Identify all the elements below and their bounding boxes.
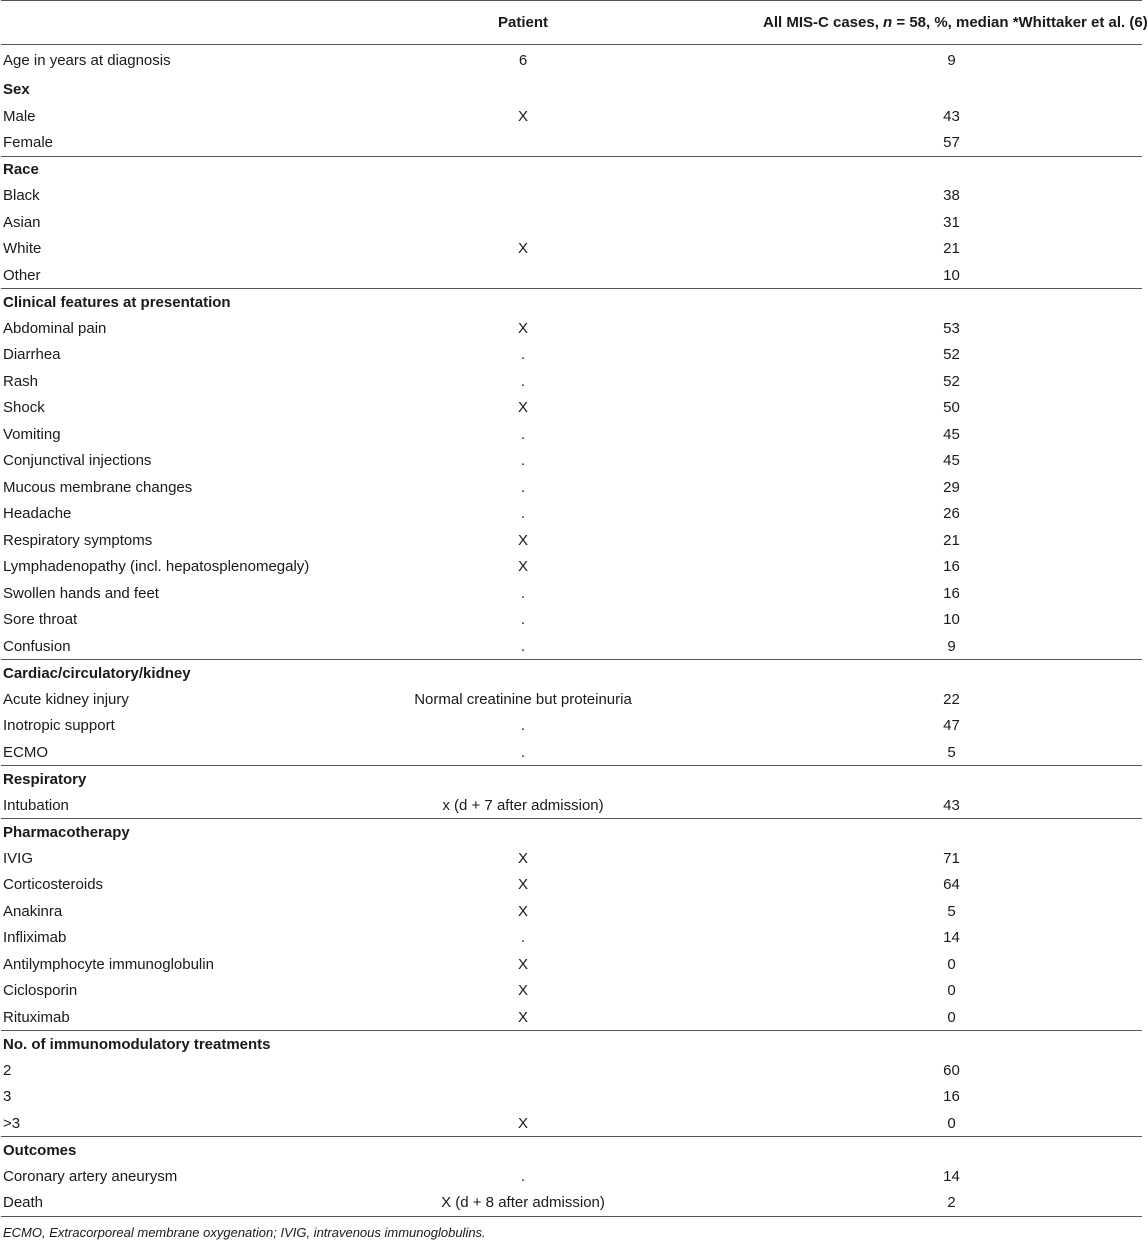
row-patient-value: . xyxy=(520,584,526,602)
row-cohort-value: 9 xyxy=(947,52,956,70)
table-row xyxy=(1,845,1142,872)
table-row xyxy=(1,342,1142,369)
row-patient-value xyxy=(313,77,733,104)
table-row xyxy=(1,474,1142,501)
header-label-column xyxy=(1,1,313,45)
row-cohort-value: 43 xyxy=(943,107,960,125)
row-patient-value: . xyxy=(520,1167,526,1185)
table-row xyxy=(1,501,1142,528)
row-patient-value: X xyxy=(517,107,528,125)
row-patient-value xyxy=(313,130,733,157)
row-label: Corticosteroids xyxy=(3,876,104,894)
row-patient-value: X xyxy=(517,876,528,894)
row-patient-value: X xyxy=(517,849,528,867)
row-patient-value xyxy=(313,289,733,316)
row-cohort-value xyxy=(733,77,1142,104)
row-cohort-value xyxy=(733,1137,1142,1164)
row-patient-value: x (d + 7 after admission) xyxy=(442,796,604,814)
row-label: Black xyxy=(3,187,40,205)
row-cohort-value: 47 xyxy=(943,717,960,735)
table-row xyxy=(1,633,1142,660)
row-label: Headache xyxy=(3,505,72,523)
row-label: Abdominal pain xyxy=(3,319,107,337)
row-cohort-value: 26 xyxy=(943,505,960,523)
table-row xyxy=(1,554,1142,581)
section-label: Cardiac/circulatory/kidney xyxy=(1,660,313,687)
table-row xyxy=(1,1190,1142,1217)
row-patient-value: . xyxy=(520,637,526,655)
row-patient-value xyxy=(313,660,733,687)
row-cohort-value: 31 xyxy=(943,213,960,231)
row-patient-value: . xyxy=(520,743,526,761)
section-row xyxy=(1,156,1142,183)
row-patient-value: 6 xyxy=(518,52,528,70)
row-cohort-value: 16 xyxy=(943,584,960,602)
row-cohort-value xyxy=(733,1031,1142,1058)
row-patient-value: . xyxy=(520,717,526,735)
section-row xyxy=(1,1137,1142,1164)
row-cohort-value: 52 xyxy=(943,372,960,390)
section-label: Outcomes xyxy=(1,1137,313,1164)
section-row xyxy=(1,77,1142,104)
row-patient-value xyxy=(313,209,733,236)
header-row xyxy=(1,1,1142,45)
row-label: Lymphadenopathy (incl. hepatosplenomegaly) xyxy=(3,558,310,576)
table-row xyxy=(1,448,1142,475)
table-row xyxy=(1,898,1142,925)
row-cohort-value: 2 xyxy=(733,1190,1142,1217)
row-patient-value: X (d + 8 after admission) xyxy=(313,1190,733,1217)
table-row xyxy=(1,951,1142,978)
row-cohort-value: 0 xyxy=(947,1008,956,1026)
row-label: Age in years at diagnosis xyxy=(3,52,171,70)
row-cohort-value: 22 xyxy=(943,690,960,708)
table-row xyxy=(1,607,1142,634)
row-patient-value: Normal creatinine but proteinuria xyxy=(414,690,632,708)
table-row xyxy=(1,395,1142,422)
table-row xyxy=(1,713,1142,740)
row-label: 2 xyxy=(3,1061,12,1079)
row-patient-value: . xyxy=(520,346,526,364)
section-label: Respiratory xyxy=(1,766,313,793)
row-cohort-value xyxy=(733,819,1142,846)
row-cohort-value: 21 xyxy=(943,531,960,549)
row-label: Asian xyxy=(3,213,41,231)
row-patient-value: X xyxy=(517,240,528,258)
row-label: 3 xyxy=(3,1088,12,1106)
header-col3-n: n xyxy=(883,14,893,31)
citation-link[interactable]: 6 xyxy=(1134,14,1143,31)
row-label: Ciclosporin xyxy=(3,982,78,1000)
row-patient-value: . xyxy=(520,452,526,470)
table-row xyxy=(1,739,1142,766)
header-col3-close: ) xyxy=(1142,14,1148,31)
row-patient-value xyxy=(313,262,733,289)
table-row xyxy=(1,209,1142,236)
header-all-misc-cases xyxy=(733,1,1148,45)
table-row xyxy=(1,1163,1142,1190)
row-label: Male xyxy=(3,107,36,125)
table-row xyxy=(1,925,1142,952)
table-row xyxy=(1,1057,1142,1084)
row-patient-value xyxy=(313,1031,733,1058)
row-cohort-value xyxy=(733,289,1142,316)
section-row xyxy=(1,819,1142,846)
row-label: Inotropic support xyxy=(3,717,115,735)
row-label: Anakinra xyxy=(3,902,63,920)
row-patient-value: X xyxy=(517,1008,528,1026)
row-label: Other xyxy=(3,266,41,284)
table-row xyxy=(1,236,1142,263)
table-row xyxy=(1,1084,1142,1111)
row-label: Mucous membrane changes xyxy=(3,478,193,496)
row-cohort-value: 0 xyxy=(947,1114,956,1132)
row-label: Shock xyxy=(3,399,45,417)
row-cohort-value: 57 xyxy=(943,134,960,151)
row-patient-value xyxy=(313,156,733,183)
results-table xyxy=(1,0,1148,1217)
row-label: Death xyxy=(1,1190,313,1217)
row-label: Conjunctival injections xyxy=(3,452,152,470)
table-body xyxy=(1,45,1142,1217)
row-cohort-value: 0 xyxy=(947,955,956,973)
section-label: Sex xyxy=(3,81,30,99)
row-cohort-value: 16 xyxy=(943,558,960,576)
section-label: Pharmacotherapy xyxy=(1,819,313,846)
table-row xyxy=(1,1004,1142,1031)
table-row xyxy=(1,421,1142,448)
row-cohort-value: 0 xyxy=(947,982,956,1000)
row-cohort-value: 21 xyxy=(943,240,960,258)
section-label: No. of immunomodulatory treatments xyxy=(1,1031,313,1058)
row-cohort-value: 9 xyxy=(947,637,956,655)
row-patient-value: . xyxy=(520,425,526,443)
section-row xyxy=(1,766,1142,793)
row-cohort-value: 45 xyxy=(943,452,960,470)
row-cohort-value: 50 xyxy=(943,399,960,417)
row-cohort-value xyxy=(733,156,1142,183)
row-label: Acute kidney injury xyxy=(3,690,129,708)
row-patient-value xyxy=(313,1137,733,1164)
row-patient-value: . xyxy=(520,505,526,523)
row-cohort-value: 43 xyxy=(943,796,960,814)
row-label: Coronary artery aneurysm xyxy=(3,1167,178,1185)
row-label: Antilymphocyte immunoglobulin xyxy=(3,955,214,973)
table-row xyxy=(1,978,1142,1005)
row-patient-value: . xyxy=(520,372,526,390)
row-label: White xyxy=(3,240,42,258)
row-patient-value xyxy=(313,766,733,793)
table-row xyxy=(1,580,1142,607)
row-patient-value: X xyxy=(517,319,528,337)
row-cohort-value: 71 xyxy=(943,849,960,867)
row-cohort-value: 53 xyxy=(943,319,960,337)
table-row xyxy=(1,103,1142,130)
table-row xyxy=(1,183,1142,210)
row-patient-value xyxy=(313,1057,733,1084)
row-label: Female xyxy=(3,134,54,151)
row-cohort-value: 14 xyxy=(943,1167,960,1185)
row-label: Swollen hands and feet xyxy=(3,584,159,602)
row-cohort-value: 45 xyxy=(943,425,960,443)
row-patient-value: X xyxy=(517,955,528,973)
table-row xyxy=(1,792,1142,819)
row-cohort-value: 5 xyxy=(947,743,956,761)
row-patient-value xyxy=(313,1084,733,1111)
table-header xyxy=(1,1,1148,45)
table-row xyxy=(1,1110,1142,1137)
row-cohort-value: 16 xyxy=(943,1088,960,1106)
row-label: Respiratory symptoms xyxy=(3,531,153,549)
row-label: Rash xyxy=(3,372,39,390)
row-cohort-value: 52 xyxy=(943,346,960,364)
row-patient-value: X xyxy=(517,399,528,417)
row-patient-value: . xyxy=(520,611,526,629)
row-patient-value: X xyxy=(517,902,528,920)
row-cohort-value: 38 xyxy=(943,187,960,205)
table-row xyxy=(1,45,1142,77)
row-patient-value: X xyxy=(517,531,528,549)
table-row xyxy=(1,130,1142,157)
row-patient-value: X xyxy=(517,558,528,576)
row-patient-value xyxy=(313,183,733,210)
section-row xyxy=(1,1031,1142,1058)
row-cohort-value: 60 xyxy=(943,1061,960,1079)
header-col3-prefix: All MIS-C cases, xyxy=(763,14,884,31)
section-label: Clinical features at presentation xyxy=(1,289,313,316)
table-row xyxy=(1,872,1142,899)
row-cohort-value: 29 xyxy=(943,478,960,496)
table-row xyxy=(1,686,1142,713)
row-label: Confusion xyxy=(3,637,71,655)
row-label: IVIG xyxy=(3,849,34,867)
section-label: Race xyxy=(1,156,313,183)
row-cohort-value: 5 xyxy=(947,902,956,920)
row-label: Vomiting xyxy=(3,425,61,443)
section-row xyxy=(1,289,1142,316)
row-patient-value: X xyxy=(517,1114,528,1132)
row-label: Sore throat xyxy=(3,611,78,629)
table-row xyxy=(1,368,1142,395)
row-cohort-value: 14 xyxy=(943,929,960,947)
section-row xyxy=(1,660,1142,687)
row-patient-value xyxy=(313,819,733,846)
row-patient-value: X xyxy=(517,982,528,1000)
row-label: Diarrhea xyxy=(3,346,61,364)
row-label: Intubation xyxy=(3,796,69,814)
header-col3-mid: = 58, %, median *Whittaker et al. ( xyxy=(892,14,1135,31)
row-cohort-value xyxy=(733,660,1142,687)
row-patient-value: . xyxy=(520,478,526,496)
table-footnote: ECMO, Extracorporeal membrane oxygenation; IVIG, intravenous immunoglobulins. xyxy=(3,1224,486,1240)
table-row xyxy=(1,262,1142,289)
row-cohort-value: 10 xyxy=(943,266,960,284)
table-row xyxy=(1,527,1142,554)
row-cohort-value: 10 xyxy=(943,611,960,629)
table-row xyxy=(1,315,1142,342)
row-cohort-value xyxy=(733,766,1142,793)
row-label: Rituximab xyxy=(3,1008,70,1026)
row-label: >3 xyxy=(3,1114,21,1132)
row-cohort-value: 64 xyxy=(943,876,960,894)
row-patient-value: . xyxy=(520,929,526,947)
row-label: Infliximab xyxy=(3,929,67,947)
row-label: ECMO xyxy=(3,743,48,761)
header-patient: Patient xyxy=(313,1,733,45)
